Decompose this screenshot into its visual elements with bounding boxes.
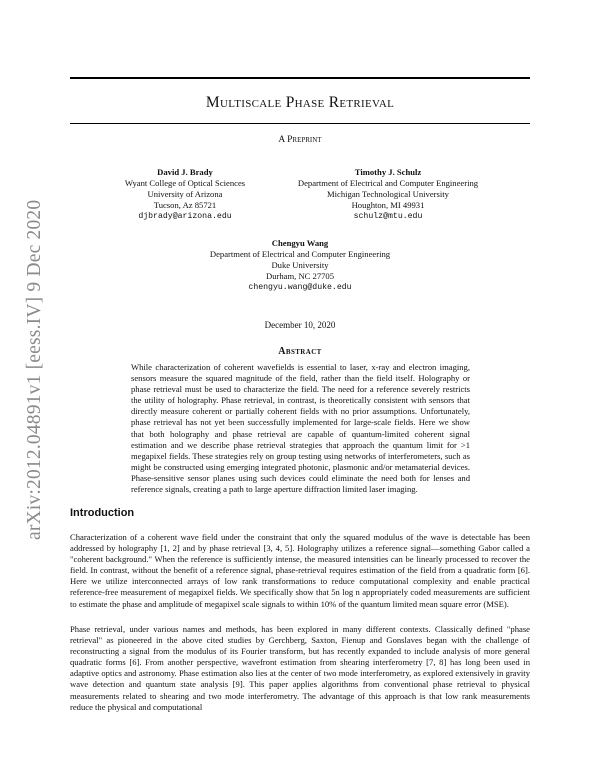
author-address: Durham, NC 27705 [265, 271, 335, 281]
author-email: djbrady@arizona.edu [138, 212, 232, 221]
section-heading-introduction: Introduction [70, 507, 135, 519]
preprint-label: A Preprint [278, 135, 322, 145]
author-affiliation: Wyant College of Optical Sciences [124, 178, 246, 188]
author-block [95, 167, 275, 222]
author-name: Timothy J. Schulz [354, 167, 422, 177]
author-affiliation: Michigan Technological University [327, 189, 449, 199]
author-name: David J. Brady [157, 167, 213, 177]
author-affiliation: Department of Electrical and Computer Engineering [297, 178, 479, 188]
intro-paragraph: Characterization of a coherent wave field under the constraint that only the squared modulus of the wave is detectable has been addressed by holography [1, 2] and by phase retrieval [3, 4, 5]. Holography utilizes a reference signal—something Gabor called a "coherent background." When the reference is sufficiently intense, the measured intensities can be linearly processed to recover the field. In contrast, without the benefit of a reference signal, phase-retrieval requires estimation of the field from a quadratic form [6]. Here we utilize interconnected arrays of low rank transformations to reduce computational complexity and enable practical reference-free measurement of megapixel fields. We specifically show that 5n log n appropriately coded measurements are sufficient to estimate the phase and amplitude of megapixel scale signals to within 10% of the quantum limited mean square error (MSE). [70, 532, 530, 609]
publication-date: December 10, 2020 [264, 320, 336, 330]
title-rule-top [70, 77, 530, 79]
author-block [283, 167, 493, 222]
author-name: Chengyu Wang [271, 238, 329, 248]
author-email: chengyu.wang@duke.edu [248, 283, 352, 292]
arxiv-identifier: arXiv:2012.04891v1 [eess.IV] 9 Dec 2020 [24, 199, 45, 540]
author-affiliation: Department of Electrical and Computer Engineering [209, 249, 391, 259]
intro-paragraph: Phase retrieval, under various names and methods, has been explored in many different contexts. Classically defined "phase retrieval" as pioneered in the above cited studies by Gerchberg, Saxton, Fienup and Gonslaves began with the challenge of reconstructing a signal from the modulus of its Fourier transform, but has recently expanded to include analysis of more general quadratic forms [6]. From another perspective, wavefront estimation from shearing interferometry [7, 8] has long been used in adaptive optics and astronomy. Phase estimation also lies at the center of two mode interferometry, as explored extensively in gravity wave detection and quantum state analysis [9]. This paper applies algorithms from conventional phase retrieval to physical measurements related to shearing and two mode interferometry. The advantage of this approach is that low rank measurements reduce the physical and computational [70, 624, 530, 712]
author-address: Houghton, MI 49931 [351, 200, 425, 210]
author-address: Tucson, Az 85721 [153, 200, 217, 210]
title-rule-bottom [70, 123, 530, 124]
author-affiliation: University of Arizona [147, 189, 223, 199]
author-block [180, 238, 420, 293]
paper-title: Multiscale Phase Retrieval [205, 94, 395, 111]
author-affiliation: Duke University [271, 260, 329, 270]
abstract-heading: Abstract [278, 346, 322, 357]
author-email: schulz@mtu.edu [353, 212, 423, 221]
abstract-text: While characterization of coherent wavefields is essential to laser, x-ray and electron imaging, sensors measure the squared magnitude of the field, rather than the field itself. Holography or phase retrieval must be used to characterize the field. The need for a reference severely restricts the utility of holography. Phase retrieval, in contrast, is theoretically consistent with sensors that directly measure coherent or partially coherent fields with no prior assumptions. Unfortunately, phase retrieval has not yet been successfully implemented for large-scale fields. Here we show that both holography and phase retrieval are capable of quantum-limited coherent signal estimation and we describe phase retrieval strategies that approach the quantum limit for >1 megapixel fields. These strategies rely on group testing using networks of interferometers, such as might be constructed using emerging integrated photonic, plasmonic and/or metamaterial devices. Phase-sensitive sensor planes using such devices could eliminate the need both for lenses and reference signals, creating a path to large aperture diffraction limited laser imaging. [131, 362, 470, 495]
